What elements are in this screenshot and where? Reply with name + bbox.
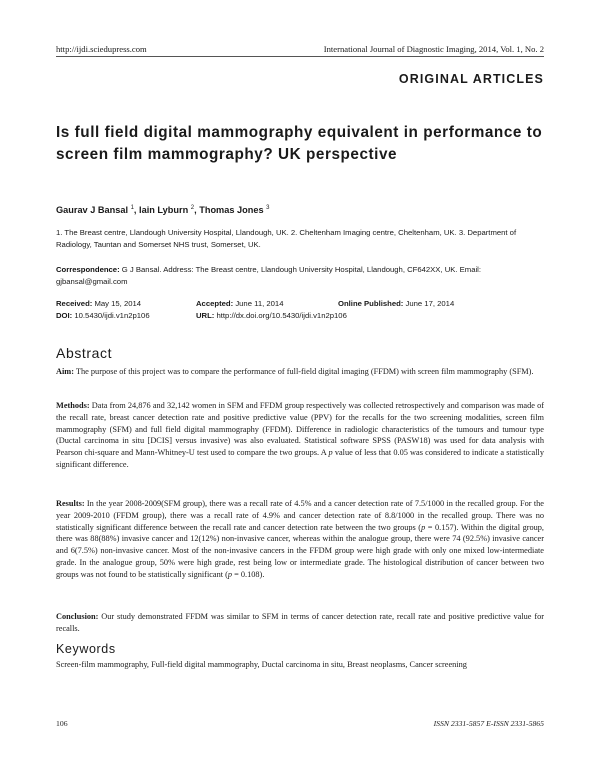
author-name: Iain Lyburn — [139, 205, 189, 215]
section-label: ORIGINAL ARTICLES — [398, 72, 544, 86]
received-label: Received: — [56, 299, 93, 308]
methods-text-end: value of less that 0.05 was considered to indicate a statistically significant difference. — [56, 448, 544, 469]
p-symbol: p — [421, 522, 426, 532]
journal-url: http://ijdi.sciedupress.com — [56, 44, 147, 54]
author-affiliation-mark: 3 — [266, 205, 270, 211]
keywords-text: Screen-film mammography, Full-field digital mammography, Ductal carcinoma in situ, Breast neoplasms, Cancer screening — [56, 660, 467, 669]
issn: ISSN 2331-5857 E-ISSN 2331-5865 — [433, 719, 544, 728]
aim-label: Aim: — [56, 367, 74, 376]
conclusion-label: Conclusion: — [56, 612, 99, 621]
correspondence-text: G J Bansal. Address: The Breast centre, Llandough University Hospital, Llandough, CF642XX, UK. Email: gjbansal@gmail.com — [56, 265, 482, 287]
correspondence — [56, 264, 546, 289]
author-affiliation-mark: 2 — [190, 205, 195, 211]
accepted-label: Accepted: — [196, 299, 234, 308]
results-label: Results: — [56, 499, 85, 508]
author-affiliation-mark: 1 — [130, 205, 134, 211]
published-date — [338, 299, 454, 308]
article-url — [196, 311, 347, 320]
p-symbol: p — [227, 569, 233, 579]
correspondence-label: Correspondence: — [56, 265, 120, 274]
journal-citation: International Journal of Diagnostic Imaging, 2014, Vol. 1, No. 2 — [323, 44, 544, 54]
page-number: 106 — [56, 719, 68, 728]
results-text-mid: = 0.157). Within the digital group, there was 88(88%) invasive cancer and 12(12%) non-invasive cancer, whereas within the analogue group, there were 74 (92.5%) invasive cancer and 6(7.5%) non-invasive cancer. Most of the non-invasive cancers in the FFDM group were high grade with only one mixed low-intermediate grade. In the analogue group, 50% were high grade, rest being low or intermediate grade. The histological distribution of cancer between two groups was not found to be statistically significant ( — [56, 522, 544, 579]
methods-label: Methods: — [56, 401, 90, 410]
conclusion-text: Our study demonstrated FFDM was similar to SFM in terms of cancer detection rate, recall rate and positive predictive value for recalls. — [56, 612, 544, 633]
url-link[interactable]: http://dx.doi.org/10.5430/ijdi.v1n2p106 — [216, 311, 347, 320]
url-label: URL: — [196, 311, 215, 320]
keywords-heading: Keywords — [56, 642, 116, 656]
received-value: May 15, 2014 — [94, 299, 142, 308]
p-symbol: p — [328, 448, 333, 458]
doi-label: DOI: — [56, 311, 73, 320]
doi-value[interactable]: 10.5430/ijdi.v1n2p106 — [74, 311, 150, 320]
results-text-end: = 0.108). — [232, 569, 265, 579]
author-name: Thomas Jones — [199, 205, 264, 215]
header-rule — [56, 56, 544, 57]
article-title: Is full field digital mammography equivalent in performance to screen film mammography? UK perspective — [56, 124, 543, 163]
methods-text: Data from 24,876 and 32,142 women in SFM and FFDM group respectively was collected retrospectively and comparison was made of the recall rate, breast cancer detection rate and positive predictive value (PPV) for the recalls for the two screening modalities, screen film mammography (SFM) and full field digital mammography (FFDM). Difference in radiologic characteristics of the tumours and tumour type (Ductal carcinoma in situ [DCIS] versus invasive) was also evaluated. Statistical software SPSS (PASW18) was used for data analysis with Pearson chi-square and Mann-Whitney-U test used to compare the two groups. A — [56, 401, 544, 458]
doi — [56, 311, 150, 320]
abstract-methods — [56, 400, 544, 471]
abstract-conclusion — [56, 611, 544, 635]
affiliations: 1. The Breast centre, Llandough University Hospital, Llandough, UK. 2. Cheltenham Imaging centre, Cheltenham, UK. 3. Department of Radiology, Tauntan and Somerset NHS trust, Somerset, UK. — [56, 228, 517, 250]
published-label: Online Published: — [338, 299, 404, 308]
received-date — [56, 299, 141, 308]
aim-text: The purpose of this project was to compare the performance of full-field digital imaging (FFDM) with screen film mammography (SFM). — [75, 367, 534, 376]
abstract-results — [56, 498, 544, 581]
abstract-heading: Abstract — [56, 345, 113, 361]
author-list: Gaurav J Bansal $^1$, Iain Lyburn $^2$, Thomas Jones $^3$ — [56, 205, 270, 215]
results-text: In the year 2008-2009(SFM group), there was a recall rate of 4.5% and a cancer detection rate of 7.5/1000 in the recalled group. For the year 2009-2010 (FFDM group), there was a recall rate of 4.9% and cancer detection rate of 8.8/1000 in the recalled group. There was no statistically significant difference between the recall rate and cancer detection rate between the two groups ( — [56, 499, 544, 532]
author-name: Gaurav J Bansal — [56, 205, 129, 215]
accepted-date — [196, 299, 283, 308]
abstract-aim — [56, 366, 544, 378]
accepted-value: June 11, 2014 — [235, 299, 284, 308]
published-value: June 17, 2014 — [405, 299, 455, 308]
